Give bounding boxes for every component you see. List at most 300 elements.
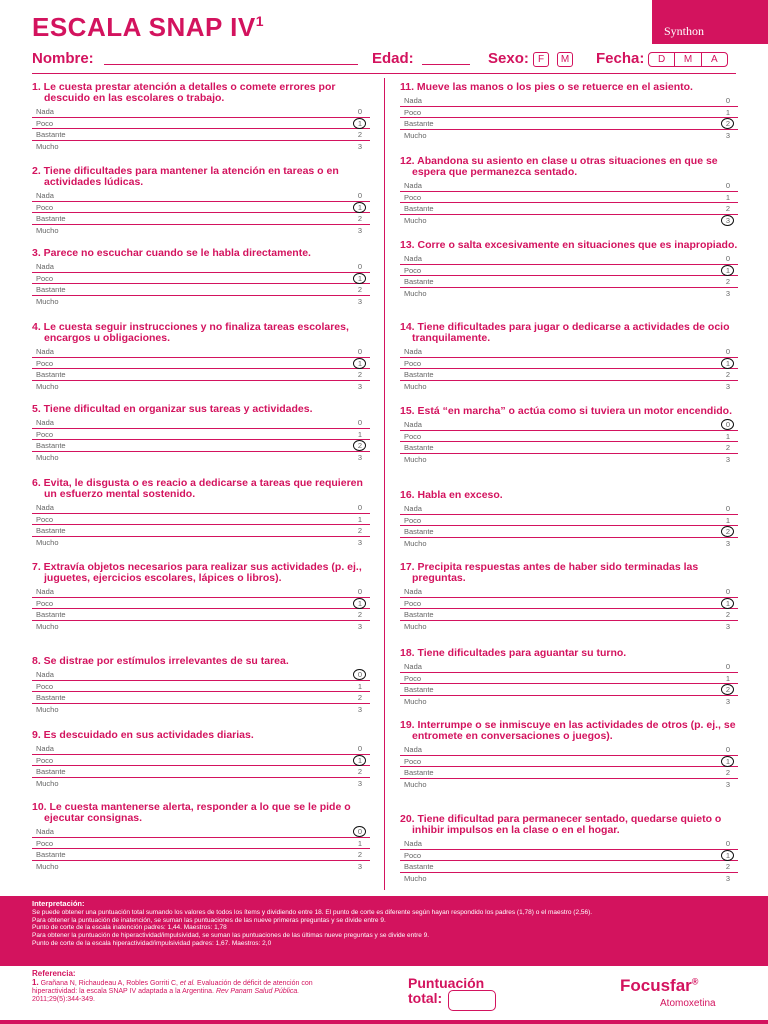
option-label: Mucho — [404, 288, 427, 298]
option-score: 3 — [357, 537, 362, 547]
option-score: 1 — [357, 514, 362, 524]
answer-option[interactable] — [32, 261, 370, 273]
option-score: 2 — [357, 370, 362, 379]
option-label: Poco — [36, 598, 54, 608]
option-score: 3 — [725, 621, 730, 631]
option-score: 0 — [725, 662, 730, 671]
answer-option[interactable] — [32, 861, 370, 873]
option-score: 1 — [357, 755, 362, 765]
answer-option[interactable] — [400, 684, 738, 696]
answer-option[interactable] — [400, 180, 738, 192]
option-score: 3 — [357, 704, 362, 714]
fecha-anio[interactable]: A — [710, 54, 718, 65]
answer-option[interactable] — [400, 276, 738, 288]
answer-option[interactable] — [32, 621, 370, 633]
option-score: 3 — [357, 296, 362, 306]
answer-option[interactable] — [400, 526, 738, 538]
option-score: 0 — [357, 587, 362, 596]
question-text: 20. Tiene dificultad para permanecer sentado, quedarse quieto o inhibir impulsos en la clase o en el hogar. — [400, 813, 722, 836]
interpretation-title: Interpretación: — [32, 899, 85, 908]
option-label: Nada — [36, 347, 54, 356]
interpretation-line: Para obtener la puntuación de inatención, se suman las puntuaciones de las nueve primeras preguntas y se divide entre 9. — [32, 916, 386, 924]
answer-option[interactable] — [400, 873, 738, 885]
answer-option[interactable] — [32, 586, 370, 598]
option-label: Bastante — [36, 285, 66, 294]
option-label: Mucho — [36, 381, 59, 391]
option-score: 0 — [725, 504, 730, 513]
question-item — [32, 248, 370, 307]
option-score: 1 — [357, 429, 362, 439]
option-score: 3 — [725, 454, 730, 464]
question-text: 5. Tiene dificultad en organizar sus tareas y actividades. — [32, 403, 313, 415]
option-score: 3 — [725, 288, 730, 298]
answer-option[interactable] — [400, 192, 738, 204]
option-score: 3 — [725, 538, 730, 548]
total-score-field[interactable] — [448, 990, 496, 1011]
answer-option[interactable] — [32, 190, 370, 202]
option-label: Mucho — [404, 621, 427, 631]
option-label: Poco — [36, 273, 54, 283]
answer-option[interactable] — [400, 744, 738, 756]
option-score: 1 — [725, 265, 730, 275]
option-score: 1 — [357, 838, 362, 848]
option-label: Bastante — [36, 214, 66, 223]
option-label: Poco — [36, 429, 54, 439]
interpretation-line: Para obtener la puntuación de hiperactividad/impulsividad, se suman las puntuaciones de las últimas nueve preguntas y se divide entre 9. — [32, 932, 430, 940]
answer-option[interactable] — [32, 598, 370, 610]
option-score: 0 — [357, 827, 362, 836]
option-label: Nada — [36, 262, 54, 271]
total-score-label: Puntuación total: — [408, 975, 485, 1006]
answer-option[interactable] — [400, 586, 738, 598]
option-score: 3 — [725, 381, 730, 391]
option-score: 0 — [725, 745, 730, 754]
answer-option[interactable] — [32, 118, 370, 130]
bottom-bar — [0, 1020, 768, 1024]
option-score: 1 — [725, 358, 730, 368]
question-text: 13. Corre o salta excesivamente en situaciones que es inapropiado. — [400, 239, 738, 251]
option-label: Poco — [404, 598, 422, 608]
edad-label: Edad: — [372, 50, 414, 67]
option-label: Bastante — [404, 685, 434, 694]
option-score: 2 — [725, 119, 730, 128]
option-label: Bastante — [404, 768, 434, 777]
reference-title: Referencia: — [32, 969, 76, 978]
option-label: Mucho — [36, 296, 59, 306]
option-score: 0 — [725, 420, 730, 429]
question-item — [400, 490, 738, 549]
option-label: Bastante — [36, 370, 66, 379]
option-score: 2 — [725, 277, 730, 286]
option-label: Mucho — [404, 779, 427, 789]
sexo-label: Sexo: — [488, 50, 529, 67]
option-score: 1 — [357, 202, 362, 212]
option-label: Mucho — [36, 861, 59, 871]
answer-option[interactable] — [400, 107, 738, 119]
question-item — [400, 82, 738, 141]
answer-option[interactable] — [32, 692, 370, 704]
option-label: Mucho — [404, 696, 427, 706]
option-score: 2 — [357, 610, 362, 619]
answer-option[interactable] — [32, 296, 370, 308]
option-score: 0 — [725, 254, 730, 263]
option-label: Mucho — [36, 225, 59, 235]
question-item — [400, 156, 738, 226]
option-label: Bastante — [36, 693, 66, 702]
answer-option[interactable] — [32, 429, 370, 441]
nombre-label: Nombre: — [32, 50, 94, 67]
option-label: Mucho — [404, 538, 427, 548]
answer-option[interactable] — [32, 213, 370, 225]
question-item — [400, 240, 738, 299]
answer-option[interactable] — [400, 95, 738, 107]
question-item — [400, 406, 738, 465]
answer-option[interactable] — [400, 215, 738, 227]
option-score: 2 — [357, 441, 362, 450]
option-score: 1 — [725, 192, 730, 202]
option-label: Poco — [404, 107, 422, 117]
answer-option[interactable] — [400, 118, 738, 130]
answer-option[interactable] — [400, 381, 738, 393]
option-score: 2 — [725, 370, 730, 379]
option-score: 0 — [357, 262, 362, 271]
answer-option[interactable] — [32, 417, 370, 429]
question-text: 8. Se distrae por estímulos irrelevantes de su tarea. — [32, 655, 289, 667]
option-label: Poco — [36, 838, 54, 848]
logo-subtitle: Atomoxetina — [660, 998, 716, 1009]
answer-option[interactable] — [32, 202, 370, 214]
option-score: 0 — [357, 744, 362, 753]
question-text: 14. Tiene dificultades para jugar o dedicarse a actividades de ocio tranquilamente. — [400, 321, 730, 344]
answer-option[interactable] — [32, 704, 370, 716]
option-score: 3 — [725, 696, 730, 706]
question-text: 1. Le cuesta prestar atención a detalles o comete errores por descuido en las escolares o trabajo. — [32, 81, 336, 104]
question-text: 15. Está “en marcha” o actúa como si tuviera un motor encendido. — [400, 405, 733, 417]
answer-option[interactable] — [400, 288, 738, 300]
option-score: 3 — [357, 621, 362, 631]
answer-option[interactable] — [400, 538, 738, 550]
answer-option[interactable] — [32, 346, 370, 358]
option-score: 2 — [357, 214, 362, 223]
question-item — [32, 322, 370, 392]
option-score: 3 — [357, 141, 362, 151]
answer-option[interactable] — [32, 755, 370, 767]
option-score: 2 — [357, 693, 362, 702]
question-item — [32, 166, 370, 236]
option-score: 2 — [357, 130, 362, 139]
option-label: Poco — [36, 202, 54, 212]
answer-option[interactable] — [400, 130, 738, 142]
option-score: 2 — [725, 610, 730, 619]
option-label: Nada — [36, 670, 54, 679]
question-item — [400, 814, 738, 884]
answer-option[interactable] — [400, 358, 738, 370]
option-label: Nada — [404, 745, 422, 754]
option-score: 1 — [725, 850, 730, 860]
brand-name: Synthon — [664, 24, 705, 38]
option-label: Nada — [404, 420, 422, 429]
answer-option[interactable] — [32, 778, 370, 790]
option-score: 1 — [725, 673, 730, 683]
interpretation-line: Punto de corte de la escala hiperactividad/impulsividad padres: 1,67. Maestros: 2,0 — [32, 939, 272, 947]
option-label: Nada — [404, 347, 422, 356]
reference-block: Referencia: 1. Grañana N, Richaudeau A, Robles Gorriti C, et al. Evaluación de déficit de atención con hiperactividad: la escala SNAP IV adaptada a la Argentina. Rev Panam Salud Pública. 2011;29(5):344-349. — [32, 969, 313, 1003]
option-label: Mucho — [36, 452, 59, 462]
answer-option[interactable] — [400, 661, 738, 673]
answer-option[interactable] — [32, 129, 370, 141]
column-divider — [384, 78, 385, 890]
option-score: 0 — [357, 191, 362, 200]
answer-option[interactable] — [32, 514, 370, 526]
option-label: Mucho — [404, 381, 427, 391]
option-score: 2 — [357, 767, 362, 776]
edad-field[interactable] — [422, 64, 470, 65]
question-item — [400, 322, 738, 392]
option-score: 3 — [725, 130, 730, 140]
option-score: 1 — [725, 107, 730, 117]
question-text: 6. Evita, le disgusta o es reacio a dedicarse a tareas que requieren un esfuerzo mental sostenido. — [32, 477, 363, 500]
answer-option[interactable] — [400, 503, 738, 515]
option-label: Bastante — [36, 526, 66, 535]
option-label: Nada — [36, 827, 54, 836]
option-label: Bastante — [404, 119, 434, 128]
option-score: 1 — [725, 756, 730, 766]
option-label: Poco — [404, 756, 422, 766]
option-label: Nada — [36, 191, 54, 200]
answer-option[interactable] — [32, 358, 370, 370]
answer-option[interactable] — [32, 681, 370, 693]
option-score: 0 — [725, 347, 730, 356]
brand-box — [652, 0, 768, 44]
option-label: Poco — [404, 431, 422, 441]
answer-option[interactable] — [400, 779, 738, 791]
option-label: Bastante — [36, 130, 66, 139]
option-label: Poco — [404, 358, 422, 368]
fecha-mes[interactable]: M — [675, 53, 701, 66]
question-item — [400, 562, 738, 632]
answer-option[interactable] — [32, 225, 370, 237]
option-score: 2 — [725, 862, 730, 871]
answer-option[interactable] — [400, 419, 738, 431]
question-item — [32, 562, 370, 632]
option-score: 0 — [725, 839, 730, 848]
answer-option[interactable] — [400, 861, 738, 873]
question-item — [400, 720, 738, 790]
option-score: 1 — [357, 273, 362, 283]
answer-option[interactable] — [400, 253, 738, 265]
option-score: 2 — [725, 527, 730, 536]
option-score: 1 — [357, 681, 362, 691]
answer-option[interactable] — [32, 381, 370, 393]
option-label: Mucho — [36, 778, 59, 788]
answer-option[interactable] — [32, 743, 370, 755]
option-score: 3 — [357, 778, 362, 788]
fecha-dia[interactable]: D — [649, 53, 675, 66]
option-score: 2 — [357, 285, 362, 294]
question-item — [32, 82, 370, 152]
answer-option[interactable] — [32, 849, 370, 861]
option-label: Bastante — [404, 443, 434, 452]
option-label: Nada — [404, 662, 422, 671]
option-label: Bastante — [36, 441, 66, 450]
option-label: Mucho — [404, 130, 427, 140]
interpretation-line: Se puede obtener una puntuación total sumando los valores de todos los ítems y dividiendo entre 18. El punto de corte es diferente según hayan respondido los padres (1,78) o el maestro (2,56). — [32, 908, 593, 916]
option-label: Mucho — [36, 621, 59, 631]
option-label: Nada — [36, 107, 54, 116]
option-label: Mucho — [36, 704, 59, 714]
answer-option[interactable] — [400, 346, 738, 358]
option-score: 3 — [725, 215, 730, 225]
focusfar-logo: Focusfar® — [620, 976, 699, 995]
option-score: 3 — [357, 225, 362, 235]
answer-option[interactable] — [400, 265, 738, 277]
question-text: 4. Le cuesta seguir instrucciones y no finaliza tareas escolares, encargos u obligaciones. — [32, 321, 349, 344]
option-label: Mucho — [404, 215, 427, 225]
answer-option[interactable] — [400, 756, 738, 768]
option-label: Poco — [36, 755, 54, 765]
option-label: Nada — [36, 587, 54, 596]
option-label: Mucho — [36, 141, 59, 151]
answer-option[interactable] — [400, 442, 738, 454]
option-label: Nada — [404, 504, 422, 513]
question-text: 11. Mueve las manos o los pies o se retuerce en el asiento. — [400, 81, 693, 93]
answer-option[interactable] — [400, 696, 738, 708]
answer-option[interactable] — [32, 537, 370, 549]
option-label: Nada — [404, 181, 422, 190]
answer-option[interactable] — [400, 515, 738, 527]
option-score: 0 — [725, 587, 730, 596]
answer-option[interactable] — [32, 766, 370, 778]
option-label: Bastante — [404, 610, 434, 619]
option-label: Bastante — [404, 204, 434, 213]
option-label: Nada — [36, 744, 54, 753]
answer-option[interactable] — [32, 502, 370, 514]
answer-option[interactable] — [400, 838, 738, 850]
option-label: Poco — [404, 673, 422, 683]
option-score: 1 — [725, 598, 730, 608]
option-score: 3 — [725, 873, 730, 883]
fecha-field[interactable] — [648, 52, 728, 67]
option-label: Bastante — [404, 277, 434, 286]
answer-option[interactable] — [32, 141, 370, 153]
question-item — [400, 648, 738, 707]
option-label: Nada — [404, 254, 422, 263]
answer-option[interactable] — [32, 525, 370, 537]
question-text: 19. Interrumpe o se inmiscuye en las actividades de otros (p. ej., se entromete en conversaciones o juegos). — [400, 719, 736, 742]
answer-option[interactable] — [32, 106, 370, 118]
question-text: 3. Parece no escuchar cuando se le habla directamente. — [32, 247, 311, 259]
option-score: 3 — [357, 381, 362, 391]
answer-option[interactable] — [400, 454, 738, 466]
option-label: Bastante — [404, 370, 434, 379]
option-label: Poco — [404, 515, 422, 525]
option-label: Bastante — [36, 850, 66, 859]
answer-option[interactable] — [32, 273, 370, 285]
answer-option[interactable] — [400, 598, 738, 610]
option-score: 1 — [357, 358, 362, 368]
option-score: 3 — [357, 861, 362, 871]
question-text: 10. Le cuesta mantenerse alerta, responder a lo que se le pide o ejecutar consignas. — [32, 801, 351, 824]
option-score: 2 — [725, 768, 730, 777]
form-title: ESCALA SNAP $IV^1$ — [32, 12, 265, 42]
option-label: Nada — [36, 503, 54, 512]
answer-option[interactable] — [32, 369, 370, 381]
answer-option[interactable] — [400, 673, 738, 685]
option-score: 0 — [357, 503, 362, 512]
option-label: Nada — [36, 418, 54, 427]
option-score: 2 — [725, 685, 730, 694]
option-score: 1 — [357, 118, 362, 128]
answer-option[interactable] — [32, 838, 370, 850]
option-score: 0 — [357, 107, 362, 116]
question-item — [32, 478, 370, 548]
header-divider — [32, 73, 736, 74]
answer-option[interactable] — [400, 767, 738, 779]
option-score: 2 — [357, 850, 362, 859]
option-label: Bastante — [36, 767, 66, 776]
option-label: Mucho — [404, 873, 427, 883]
answer-option[interactable] — [400, 431, 738, 443]
option-label: Bastante — [404, 862, 434, 871]
option-label: Mucho — [36, 537, 59, 547]
question-text: 12. Abandona su asiento en clase u otras situaciones en que se espera que permanezca sentado. — [400, 155, 718, 178]
answer-option[interactable] — [400, 609, 738, 621]
option-score: 2 — [357, 526, 362, 535]
question-text: 7. Extravía objetos necesarios para realizar sus actividades (p. ej., juguetes, ejercicios escolares, lápices o libros). — [32, 561, 362, 584]
question-item — [32, 730, 370, 789]
option-score: 0 — [725, 181, 730, 190]
option-score: 0 — [357, 670, 362, 679]
option-score: 2 — [725, 443, 730, 452]
option-label: Mucho — [404, 454, 427, 464]
nombre-field[interactable] — [104, 64, 358, 65]
option-label: Poco — [404, 265, 422, 275]
option-score: 0 — [357, 418, 362, 427]
answer-option[interactable] — [400, 203, 738, 215]
option-label: Bastante — [36, 610, 66, 619]
question-text: 17. Precipita respuestas antes de haber sido terminadas las preguntas. — [400, 561, 699, 584]
answer-option[interactable] — [32, 284, 370, 296]
option-label: Nada — [404, 839, 422, 848]
sexo-f-box[interactable]: F — [533, 52, 549, 67]
sexo-m-box[interactable]: M — [557, 52, 573, 67]
answer-option[interactable] — [400, 369, 738, 381]
option-label: Nada — [404, 587, 422, 596]
answer-option[interactable] — [400, 621, 738, 633]
question-text: 16. Habla en exceso. — [400, 489, 503, 501]
option-label: Poco — [404, 192, 422, 202]
answer-option[interactable] — [32, 826, 370, 838]
fecha-label: Fecha: — [596, 50, 645, 67]
option-label: Nada — [404, 96, 422, 105]
answer-option[interactable] — [32, 609, 370, 621]
option-score: 3 — [725, 779, 730, 789]
option-score: 1 — [725, 431, 730, 441]
question-text: 18. Tiene dificultades para aguantar su turno. — [400, 647, 627, 659]
answer-option[interactable] — [32, 669, 370, 681]
option-score: 1 — [357, 598, 362, 608]
answer-option[interactable] — [32, 440, 370, 452]
option-score: 0 — [357, 347, 362, 356]
option-score: 0 — [725, 96, 730, 105]
question-text: 9. Es descuidado en sus actividades diarias. — [32, 729, 254, 741]
option-score: 1 — [725, 515, 730, 525]
answer-option[interactable] — [32, 452, 370, 464]
answer-option[interactable] — [400, 850, 738, 862]
option-label: Poco — [36, 681, 54, 691]
option-label: Poco — [36, 514, 54, 524]
question-item — [32, 802, 370, 872]
